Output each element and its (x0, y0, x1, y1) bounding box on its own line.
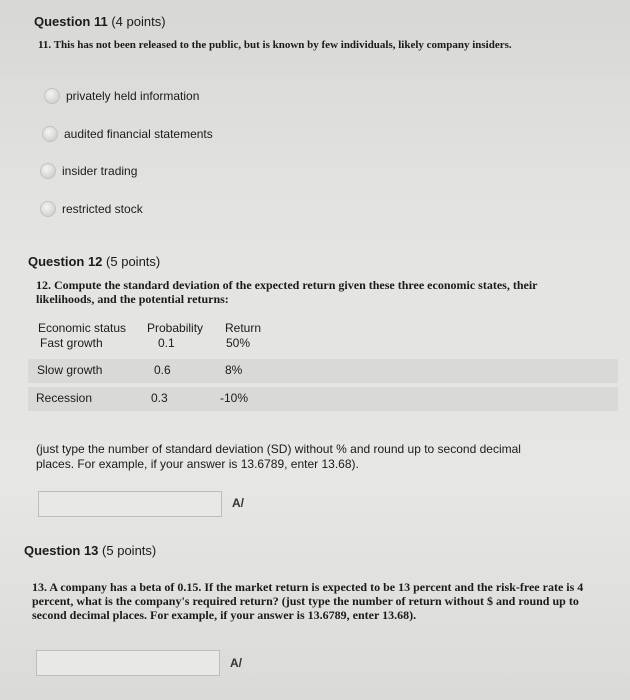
option-label: privately held information (66, 89, 200, 103)
question-13-text-line2: percent, what is the company's required return? (just type the number of return without $ and round up to (32, 594, 579, 608)
question-12-instruction-line2: places. For example, if your answer is 13.6789, enter 13.68). (36, 457, 359, 471)
radio-button-icon[interactable] (40, 201, 56, 217)
table-cell-status-fast: Fast growth (40, 336, 103, 350)
radio-button-icon[interactable] (42, 126, 58, 142)
table-cell-prob-recession: 0.3 (151, 391, 168, 405)
table-cell-return-recession: -10% (220, 391, 249, 405)
table-cell-return-slow: 8% (225, 363, 243, 377)
option-label: audited financial statements (64, 127, 213, 141)
question-12-text-line1: 12. Compute the standard deviation of the expected return given these three economic states, their (36, 278, 538, 292)
table-cell-return-fast: 50% (226, 336, 251, 350)
question-12-answer-input[interactable] (38, 491, 222, 517)
table-cell-prob-fast: 0.1 (158, 336, 175, 350)
question-13-heading (24, 543, 156, 558)
table-cell-status-slow: Slow growth (37, 363, 103, 377)
q11-option-audited-statements[interactable] (42, 126, 213, 142)
question-13-text-line1: 13. A company has a beta of 0.15. If the market return is expected to be 13 percent and the risk-free rate is 4 (32, 580, 584, 594)
question-12-text-line2: likelihoods, and the potential returns: (36, 292, 229, 306)
option-label: insider trading (62, 164, 138, 178)
question-12-heading (28, 254, 160, 269)
question-13-answer-input[interactable] (36, 650, 220, 676)
question-12-title: Question 12 (28, 254, 103, 269)
table-row-band (28, 359, 618, 383)
q11-option-insider-trading[interactable] (40, 163, 137, 179)
spellcheck-icon[interactable]: A/ (230, 656, 242, 670)
radio-button-icon[interactable] (44, 88, 60, 104)
table-header-probability: Probability (147, 321, 204, 335)
table-cell-prob-slow: 0.6 (154, 363, 171, 377)
question-13-title: Question 13 (24, 543, 99, 558)
q11-option-privately-held[interactable] (44, 88, 199, 104)
table-row-band (28, 387, 618, 411)
option-label: restricted stock (62, 202, 143, 216)
radio-button-icon[interactable] (40, 163, 56, 179)
question-11-title: Question 11 (34, 14, 108, 29)
question-13-text-line3: second decimal places. For example, if your answer is 13.6789, enter 13.68). (32, 608, 417, 622)
spellcheck-icon[interactable]: A/ (232, 496, 244, 510)
question-11-text: 11. This has not been released to the public, but is known by few individuals, likely company insiders. (38, 39, 512, 51)
table-header-economic-status: Economic status (38, 321, 127, 335)
q11-option-restricted-stock[interactable] (40, 201, 143, 217)
table-header-return: Return (225, 321, 262, 335)
question-12-points: (5 points) (106, 254, 161, 269)
question-11-points: (4 points) (111, 14, 166, 29)
question-13-points: (5 points) (102, 543, 157, 558)
question-11-heading (34, 14, 166, 29)
question-12-instruction-line1: (just type the number of standard deviation (SD) without % and round up to second decimal (36, 442, 521, 456)
table-cell-status-recession: Recession (36, 391, 93, 405)
